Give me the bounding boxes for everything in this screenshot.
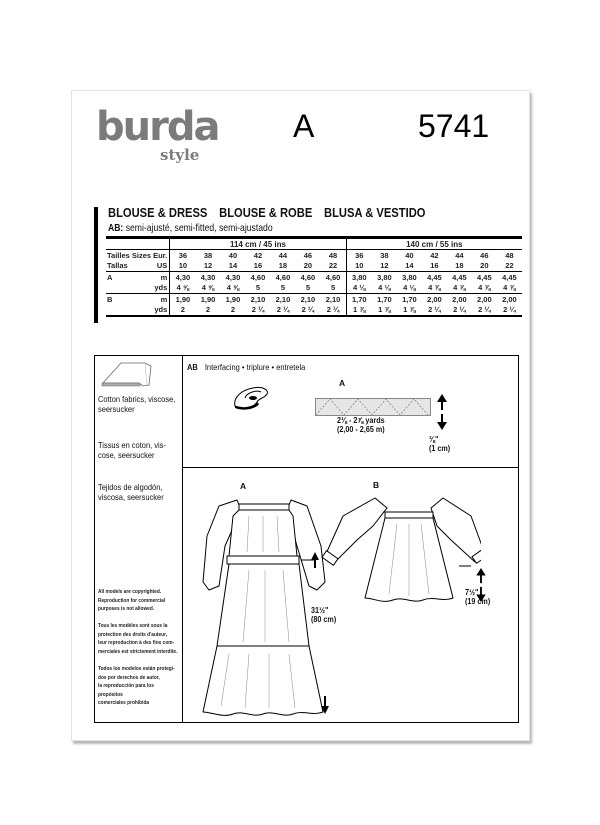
copyright-es: Todos los modelos están protegi- dos por derechos de autor, la reproducción para los propósitos comerciales prohibida: [98, 666, 175, 706]
fabric-fr: Tissus en coton, vis- cose, seersucker: [98, 440, 166, 460]
fit-text: semi-ajusté, semi-fitted, semi-ajustado: [123, 222, 273, 234]
view-b-length: 7½" (19 cm): [465, 588, 491, 606]
fit-description: [108, 222, 273, 234]
tallas-label: Tallas: [107, 261, 128, 271]
eur-label: Eur.: [152, 250, 170, 261]
copyright-en: All models are copyrighted. Reproduction for commercial purposes is not allowed.: [98, 589, 166, 612]
eur-size-row: Tailles Sizes Eur. 36 38 40 42 44 46 48 36 38 40 42 44 46 48: [107, 251, 514, 261]
fit-prefix: AB:: [108, 222, 124, 234]
yardage-table: [106, 236, 522, 317]
title-accent-bar: [94, 207, 98, 323]
view-b-meters-row: B m 1,90 1,90 1,90 2,10 2,10 2,10 2,10 1,70 1,70 1,70 2,00 2,00 2,00 2,00: [106, 293, 522, 304]
fabric-width-header: [106, 238, 522, 250]
title-fr: BLOUSE & ROBE: [219, 205, 313, 220]
fabrics-and-views-panel: [94, 355, 519, 723]
sizes-label: Tailles Sizes: [107, 251, 152, 261]
interfacing-strip: [315, 398, 431, 416]
interfacing-and-views-column: [183, 356, 518, 722]
interfacing-strip-view: A: [339, 378, 346, 388]
view-letter: A: [293, 108, 315, 144]
view-a-sketch-label: A: [240, 481, 247, 491]
view-a-length: 31½" (80 cm): [311, 606, 337, 624]
fabric-suggestions-column: [95, 356, 183, 722]
pattern-number: 5741: [418, 108, 490, 144]
title-es: BLUSA & VESTIDO: [324, 205, 426, 220]
copyright-fr: Tous les modèles sont sous la protection des droits d'auteur, leur reproduction à des fins com- merciales est strictement interdite.: [98, 623, 178, 655]
view-b-label: B: [106, 293, 152, 304]
width-114: 114 cm / 45 ins: [170, 238, 346, 250]
interfacing-width: ⅜" (1 cm): [429, 435, 451, 453]
garment-title: [108, 205, 434, 220]
double-arrow-icon: [437, 394, 447, 430]
view-a-yards-row: yds 4 ⅝ 4 ⅝ 4 ⅝ 5 5 5 5 4 ⅛ 4 ⅛ 4 ⅛ 4 ⅞ 4 ⅞ 4 ⅞ 4 ⅞: [106, 283, 522, 294]
title-en: BLOUSE & DRESS: [108, 205, 208, 220]
us-size-row: Tallas US 10 12 14 16 18 20 22 10 12 14 16 18 20 22: [107, 261, 514, 271]
us-label: US: [152, 261, 170, 272]
iron-icon: [231, 384, 271, 412]
brand-sub: style: [160, 146, 200, 164]
fabric-fold-icon: [99, 359, 157, 389]
view-b-sketch-label: B: [373, 480, 380, 490]
blouse-b-sketch: [313, 486, 481, 606]
fabric-en: Cotton fabrics, viscose, seersucker: [98, 394, 176, 414]
view-b-yards-row: yds 2 2 2 2 ¼ 2 ¼ 2 ¼ 2 ¼ 1 ⅞ 1 ⅞ 1 ⅞ 2 ¼ 2 ¼ 2 ¼ 2 ¼: [106, 304, 522, 315]
interfacing-label: AB Interfacing • triplure • entretela: [187, 362, 306, 372]
brand-name: burda: [96, 104, 219, 150]
burda-style-logo: [96, 104, 219, 172]
view-a-meters-row: A m 4,30 4,30 4,30 4,60 4,60 4,60 4,60 3,80 3,80 3,80 4,45 4,45 4,45 4,45: [106, 272, 522, 283]
fabric-es: Tejidos de algodón, viscosa, seersucker: [98, 482, 164, 502]
view-a-label: A: [106, 272, 152, 283]
width-140: 140 cm / 55 ins: [346, 238, 522, 250]
interfacing-yardage: 2⅛ - 2⅞ yards (2,00 - 2,65 m): [337, 416, 385, 434]
